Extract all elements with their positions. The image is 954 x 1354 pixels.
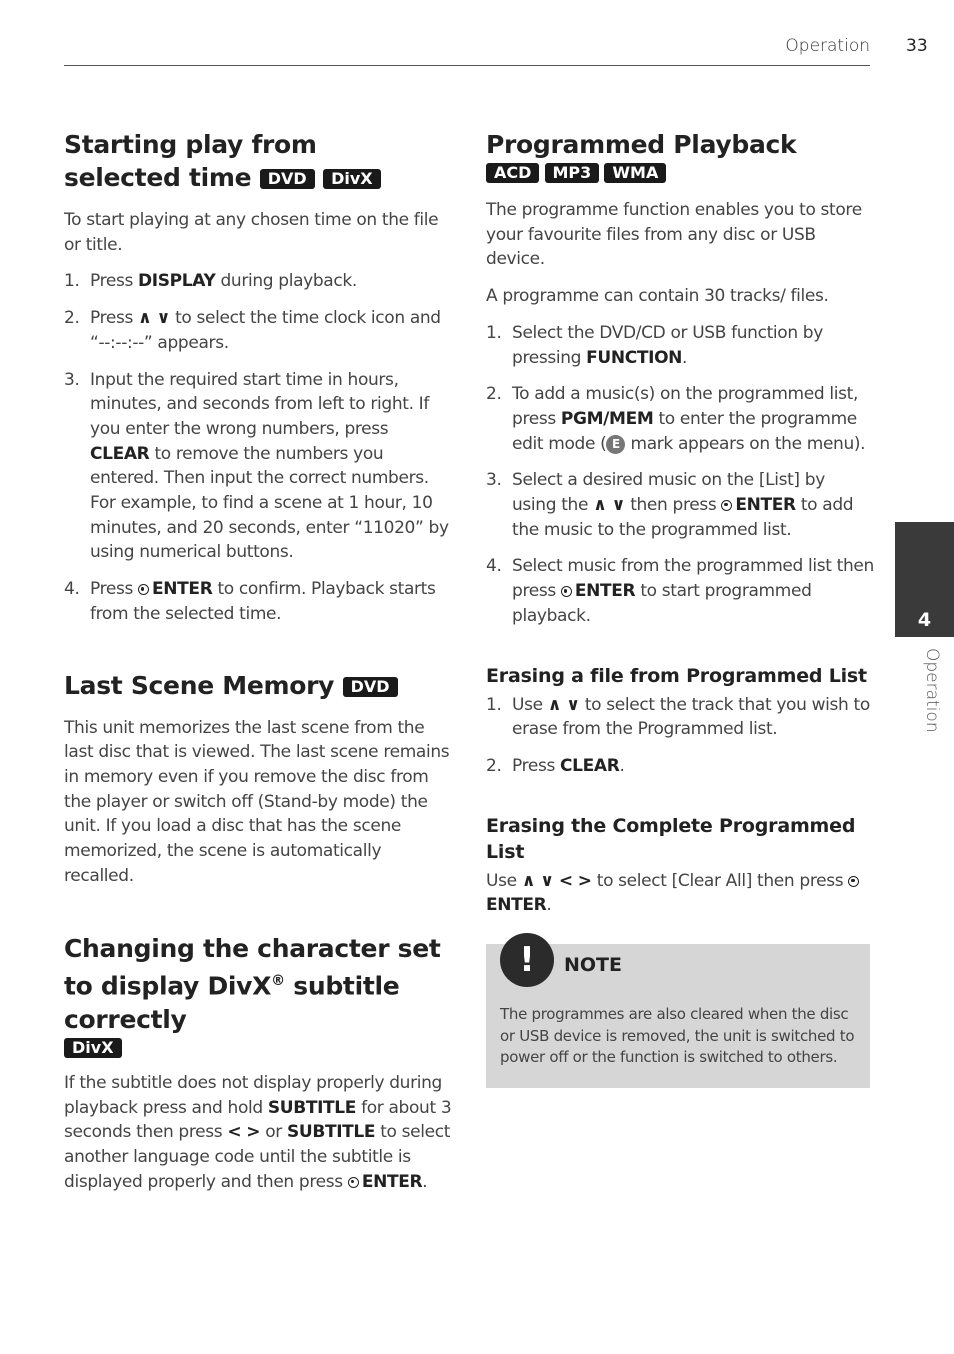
section-title-last-scene: Last Scene Memory DVD [64, 669, 452, 702]
left-arrow-icon: < [227, 1122, 242, 1143]
up-arrow-icon: ∧ [521, 870, 536, 891]
list-item: 2. Press CLEAR. [486, 755, 625, 776]
character-set-text: If the subtitle does not display properly during playback press and hold SUBTITLE for about 3 seconds then press < > or SUBTITLE to select another language code until the subtitle is displayed properly and then press ENTER. [64, 1072, 452, 1192]
section-title-programmed-playback: Programmed Playback [486, 130, 797, 159]
page-header [64, 34, 870, 66]
up-arrow-icon: ∧ [593, 495, 607, 516]
start-time-intro: To start playing at any chosen time on the file or title. [64, 210, 439, 255]
chapter-number: 4 [917, 609, 932, 631]
chapter-tab [895, 522, 954, 637]
left-column [64, 128, 452, 1194]
programmed-intro: The programme function enables you to store your favourite files from any disc or USB device. [486, 200, 862, 270]
last-scene-text: This unit memorizes the last scene from the last disc that is viewed. The last scene remains in memory even if you remove the disc from the player or switch off (Stand-by mode) the unit. If you load a disc that has the scene memorized, the scene is automatically recalled. [64, 717, 450, 886]
programmed-steps [486, 321, 874, 629]
list-item: 2. Press ∧ ∨ to select the time clock icon and “--:--:--” appears. [64, 308, 441, 353]
list-item: 4. Select music from the programmed list then press ENTER to start programmed playback. [486, 556, 874, 626]
programmed-capacity: A programme can contain 30 tracks/ files. [486, 286, 829, 307]
erase-all-text: Use ∧ ∨ < > to select [Clear All] then press ENTER. [486, 869, 874, 918]
edit-mode-icon: E [606, 435, 625, 454]
page-number: 33 [906, 36, 928, 56]
badge-divx: DivX [64, 1038, 122, 1058]
enter-icon [561, 586, 572, 597]
list-item: 3. Input the required start time in hours, minutes, and seconds from left to right. If you enter the wrong numbers, press CLEAR to remove the numbers you entered. Then input the correct numbers. For example, to find a scene at 1 hour, 10 minutes, and 20 seconds, enter “11020” by using numerical buttons. [64, 369, 449, 563]
right-arrow-icon: > [246, 1122, 261, 1143]
subsection-title-erase-file: Erasing a file from Programmed List [486, 664, 867, 687]
enter-icon [138, 584, 149, 595]
badge-mp3: MP3 [545, 163, 600, 183]
right-arrow-icon: > [577, 870, 592, 891]
start-time-steps [64, 269, 452, 626]
note-title: NOTE [564, 954, 622, 977]
down-arrow-icon: ∨ [611, 495, 626, 516]
exclamation-icon: ! [500, 933, 554, 987]
chapter-label: Operation [922, 648, 942, 733]
left-arrow-icon: < [558, 870, 573, 891]
badge-wma: WMA [604, 163, 666, 183]
down-arrow-icon: ∨ [540, 870, 554, 891]
list-item: 1. Select the DVD/CD or USB function by pressing FUNCTION. [486, 322, 823, 368]
down-arrow-icon: ∨ [566, 694, 580, 715]
up-arrow-icon: ∧ [138, 308, 152, 329]
enter-icon [721, 500, 732, 511]
header-section: Operation [785, 36, 870, 56]
section-title-start-time: Starting play from selected time DVD DivX [64, 128, 434, 194]
list-item: 2. To add a music(s) on the programmed list, press PGM/MEM to enter the programme edit mode ( E mark appears on the menu). [486, 384, 866, 454]
list-item: 1. Use ∧ ∨ to select the track that you wish to erase from the Programmed list. [486, 694, 870, 740]
badge-dvd: DVD [343, 677, 398, 697]
erase-file-steps [486, 693, 874, 779]
subsection-title-erase-all: Erasing the Complete Programmed List [486, 814, 856, 863]
section-title-character-set: Changing the character set to display DivX® subtitle correctly [64, 934, 441, 1034]
down-arrow-icon: ∨ [156, 308, 171, 329]
list-item: 3. Select a desired music on the [List] by using the ∧ ∨ then press ENTER to add the music to the programmed list. [486, 470, 854, 540]
list-item: 1. Press DISPLAY during playback. [64, 271, 357, 292]
badge-divx: DivX [323, 169, 381, 189]
enter-icon [348, 1177, 359, 1188]
enter-icon [848, 876, 859, 887]
list-item: 4. Press ENTER to confirm. Playback starts from the selected time. [64, 579, 436, 624]
badge-dvd: DVD [260, 169, 315, 189]
up-arrow-icon: ∧ [547, 694, 562, 715]
right-column [486, 128, 874, 1088]
note-box [486, 940, 870, 1088]
badge-acd: ACD [486, 163, 539, 183]
note-text: The programmes are also cleared when the disc or USB device is removed, the unit is switched to power off or the function is switched to others. [500, 1005, 855, 1067]
